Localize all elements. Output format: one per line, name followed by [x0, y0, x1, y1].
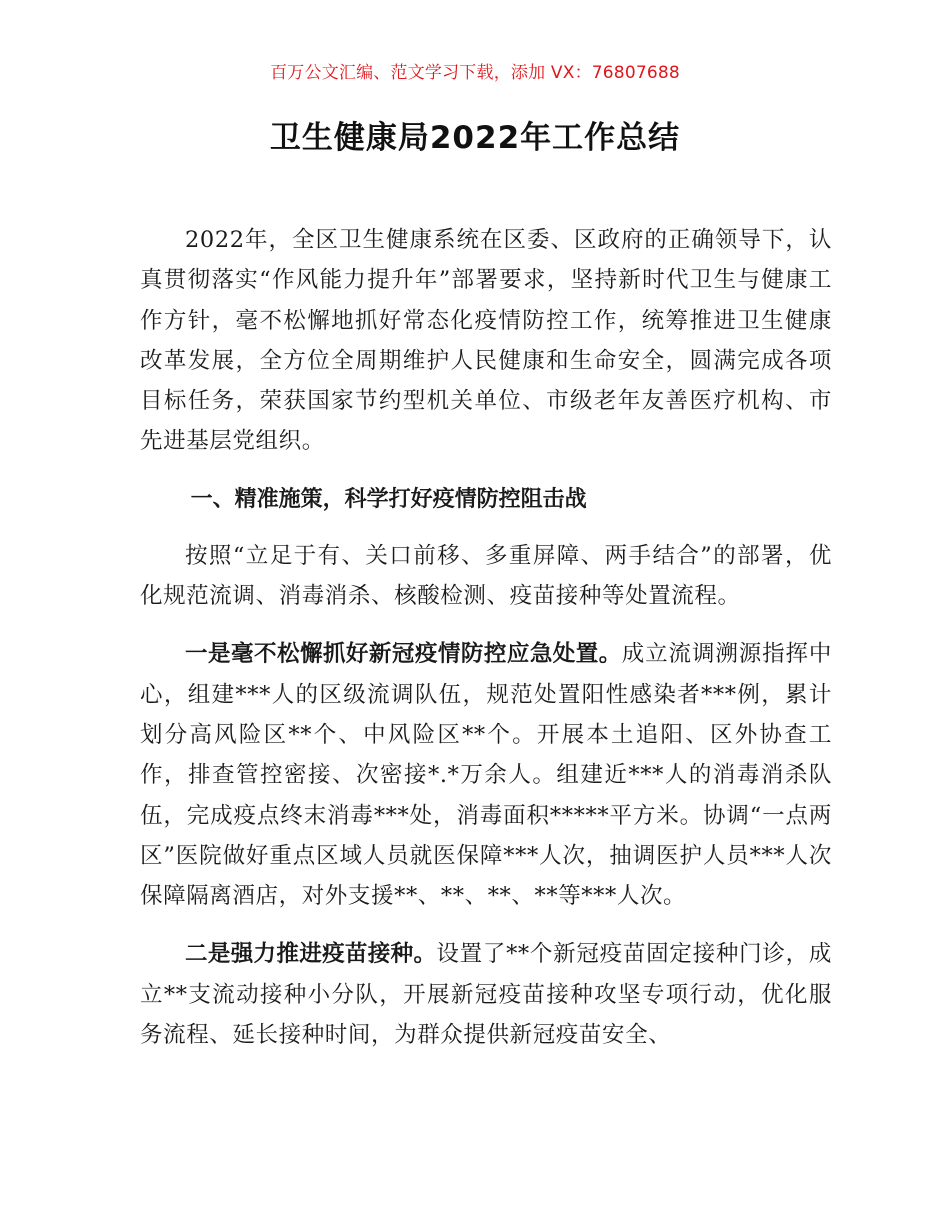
intro-paragraph: 2022年，全区卫生健康系统在区委、区政府的正确领导下，认真贯彻落实“作风能力提升年”部署要求，坚持新时代卫生与健康工作方针，毫不松懈地抓好常态化疫情防控工作，统筹推进卫生健康改革发展，全方位全周期维护人民健康和生命安全，圆满完成各项目标任务，荣获国家节约型机关单位、市级老年友善医疗机构、市先进基层党组织。: [140, 227, 832, 455]
item-paragraph-2: [140, 934, 832, 1055]
section-heading: 一、精准施策，科学打好疫情防控阻击战: [190, 486, 587, 512]
watermark-banner: 百万公文汇编、范文学习下载，添加 VX：76807688: [270, 63, 680, 83]
item-text-1: 成立流调溯源指挥中心，组建***人的区级流调队伍，规范处置阳性感染者***例，累计划分高风险区**个、中风险区**个。开展本土追阳、区外协查工作，排查管控密接、次密接*.*万余人。组建近***人的消毒消杀队伍，完成疫点终末消毒***处，消毒面积*****平方米。协调“一点两区”医院做好重点区域人员就医保障***人次，抽调医护人员***人次保障隔离酒店，对外支援**、**、**、**等***人次。: [140, 641, 832, 910]
document-title: 卫生健康局2022年工作总结: [269, 120, 681, 156]
document-body: [140, 220, 832, 1055]
item-lead-1: 一是毫不松懈抓好新冠疫情防控应急处置。: [185, 641, 622, 668]
section-intro-paragraph: 按照“立足于有、关口前移、多重屏障、两手结合”的部署，优化规范流调、消毒消杀、核酸检测、疫苗接种等处置流程。: [140, 542, 832, 610]
item-text-2: 设置了**个新冠疫苗固定接种门诊，成立**支流动接种小分队，开展新冠疫苗接种攻坚专项行动，优化服务流程、延长接种时间，为群众提供新冠疫苗安全、: [140, 941, 832, 1049]
item-lead-2: 二是强力推进疫苗接种。: [185, 941, 437, 968]
item-paragraph-1: [140, 634, 832, 916]
